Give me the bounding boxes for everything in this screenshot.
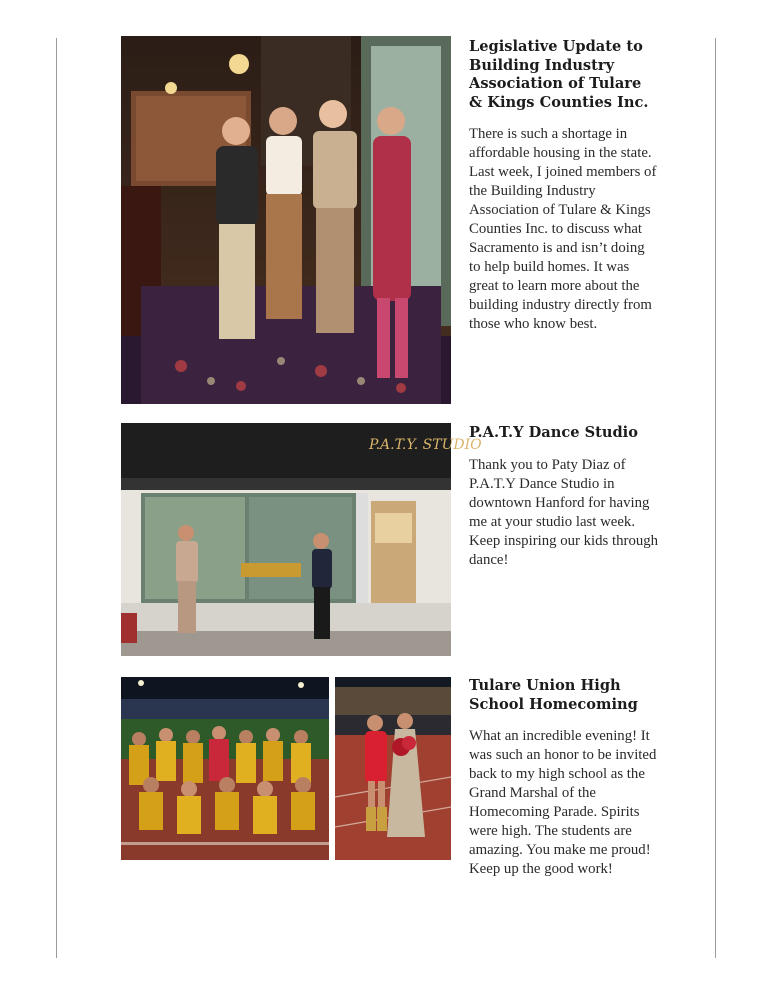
homecoming-queen-photo — [335, 677, 451, 860]
cheerleaders-photo — [121, 677, 329, 860]
dance-studio-photo — [121, 423, 482, 656]
storefront-sign: P.A.T.Y. STUDIO — [369, 437, 482, 453]
section-body: Thank you to Paty Diaz of P.A.T.Y Dance Studio in downtown Hanford for having me at your studio last week. Keep inspiring our kids through dance! — [469, 456, 659, 568]
section-heading: P.A.T.Y Dance Studio — [469, 424, 638, 441]
section-bia-update — [469, 38, 659, 334]
section-dance-studio — [469, 424, 659, 570]
section-body: What an incredible evening! It was such an honor to be invited back to my high school as the Grand Marshal of the Homecoming Parade. Spirits were high. The students are amazing. You make me proud! Keep up the good work! — [469, 728, 657, 878]
right-margin-rule — [715, 38, 716, 958]
section-heading: Legislative Update to Building Industry Association of Tulare & Kings Counties Inc. — [469, 38, 649, 111]
section-body: There is such a shortage in affordable housing in the state. Last week, I joined members of the Building Industry Association of Tulare & Kings Counties Inc. to discuss what Sacramento is and isn’t doing to help build homes. It was great to learn more about the building industry directly from those who know best. — [469, 126, 657, 333]
section-heading: Tulare Union High School Homecoming — [469, 677, 638, 713]
section-homecoming — [469, 677, 659, 879]
restaurant-group-photo — [121, 36, 451, 404]
left-margin-rule — [56, 38, 57, 958]
